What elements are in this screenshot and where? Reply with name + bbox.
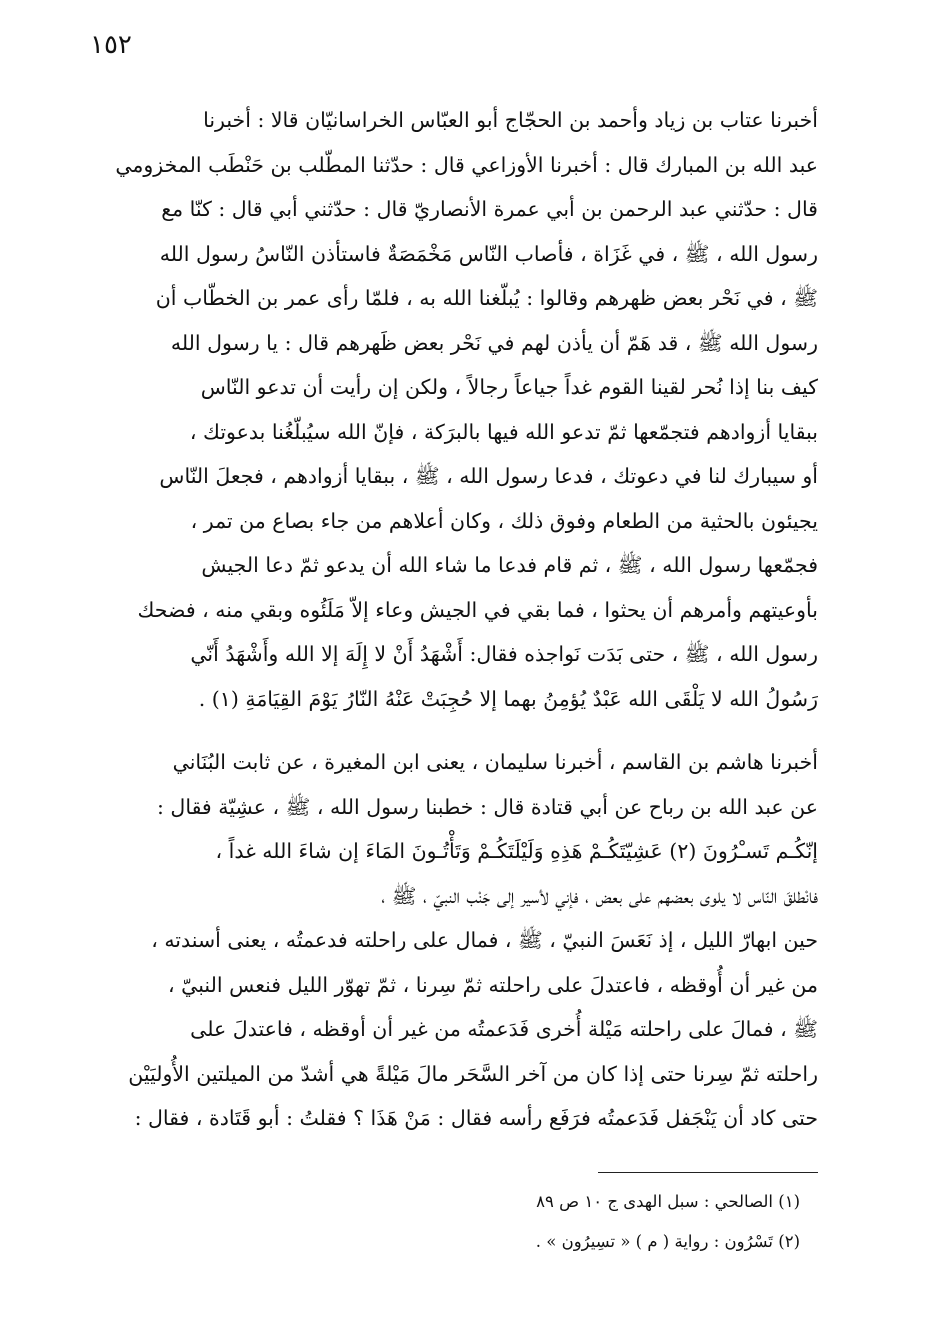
text-line: رسول الله ﷺ ، قد هَمّ أن يأذن لهم في نَحْر بعض ظَهرهم قال : يا رسول الله: [170, 330, 818, 355]
text-line: رسول الله ، ﷺ ، في غَزَاة ، فأصاب النّاس مَخْمَصَةٌ فاستأذن النّاسُ رسول الله: [159, 241, 818, 266]
text-line: عبد الله بن المبارك قال : أخبرنا الأوزاعي قال : حدّثنا المطّلب بن حَنْطَب المخزومي: [115, 152, 818, 177]
footnotes: [300, 1182, 800, 1262]
text-line: رَسُولُ الله لا يَلْقَى الله عَبْدٌ يُؤمِنُ بهما إلا حُجِبَتْ عَنْهُ النّارُ يَوْمَ القِيَامَةِ (١) .: [198, 686, 818, 711]
page-number: ١٥٢: [90, 30, 132, 60]
text-line: يجيئون بالحثية من الطعام وفوق ذلك ، وكان أعلاهم من جاء بصاع من تمر ،: [190, 508, 818, 533]
text-line: ﷺ ، في نَحْر بعض ظهرهم وقالوا : يُبلّغنا الله به ، فلمّا رأى عمر بن الخطّاب أن: [155, 286, 818, 310]
text-line: أخبرنا عتاب بن زياد وأحمد بن الحجّاج أبو العبّاس الخراسانيّان قالا : أخبرنا: [203, 108, 818, 132]
footnote-2: (٢) تَسْرُون : رواية ( م ) « تسِيرُون » .: [535, 1232, 800, 1251]
text-line: عن عبد الله بن رباح عن أبي قتادة قال : خطبنا رسول الله ، ﷺ ، عشِيّة فقال :: [157, 794, 818, 819]
text-line: راحلته ثمّ سِرنا حتى إذا كان من آخر السَّحَر مالَ مَيْلةً هي أشدّ من الميلتين الأُوليَيْن: [128, 1061, 818, 1086]
text-line: أو سيبارك لنا في دعوتك ، فدعا رسول الله ، ﷺ ، ببقايا أزوادهم ، فجعلَ النّاس: [159, 464, 818, 488]
text-line: أخبرنا هاشم بن القاسم ، أخبرنا سليمان ، يعنى ابن المغيرة ، عن ثابت البُنَاني: [172, 750, 818, 774]
paragraph-2: [100, 740, 818, 1141]
text-line: من غير أن أُوقظه ، فاعتدلَ على راحلته ثمّ سِرنا ، ثمّ تهوّر الليل فنعس النبيّ ،: [168, 972, 818, 997]
footnote-divider: [598, 1172, 818, 1173]
text-line: حتى كاد أن يَنْجَفل فَدَعمتُه فرَفَع رأسه فقال : مَنْ هَذَا ؟ فقلتُ : أبو قَتَادة ، فقال :: [134, 1106, 818, 1130]
paragraph-1: [100, 98, 818, 721]
text-line: كيف بنا إذا نُحر لقينا القوم غداً جياعاً رجالاً ، ولكن إن رأيت أن تدعو النّاس: [200, 375, 818, 399]
text-line: رسول الله ، ﷺ ، حتى بَدَت نَواجذه فقال: أَشْهَدُ أَنْ لا إِلَهَ إلا الله وأَشْهَدُ أَنّي: [190, 642, 818, 666]
text-line: فانْطلقَ النّاس لا يلوى بعضهم على بعض ، فإني لأسير إلى جَنْب النبيّ ، ﷺ ،: [381, 883, 818, 908]
text-line: بأوعيتهم وأمرهم أن يحثوا ، فما بقي في الجيش وعاء إلاّ مَلَئُوه وبقي منه ، فضحك: [137, 597, 818, 622]
text-line: فجمّعها رسول الله ، ﷺ ، ثم قام فدعا ما شاء الله أن يدعو ثمّ دعا الجيش: [201, 553, 818, 577]
footnote-1: (١) الصالحي : سبل الهدى ج ١٠ ص ٨٩: [536, 1192, 800, 1211]
text-line: قال : حدّثني عبد الرحمن بن أبي عمرة الأنصاريّ قال : حدّثني أبي قال : كنّا مع: [161, 197, 818, 221]
text-line: حين ابهارّ الليل ، إذ نَعَسَ النبيّ ، ﷺ ، فمال على راحلته فدعمتُه ، يعنى أسندته ،: [151, 928, 818, 952]
text-line: ﷺ ، فمالَ على راحلته مَيْلة أُخرى فَدَعمتُه من غير أن أوقظه ، فاعتدلَ على: [190, 1017, 818, 1041]
text-line: ببقايا أزوادهم فتجمّعها ثمّ تدعو الله فيها بالبرَكة ، فإنّ الله سيُبلّغُنا بدعوتك ،: [189, 419, 818, 444]
text-line: إنّكُـم تَسـْرُونَ (٢) عَشِيّتَكُـمْ هَذِهِ وَلَيْلَتَكُـمْ وَتَأْتُـونَ المَاءَ إن شاءَ الله غداً ،: [215, 839, 818, 863]
